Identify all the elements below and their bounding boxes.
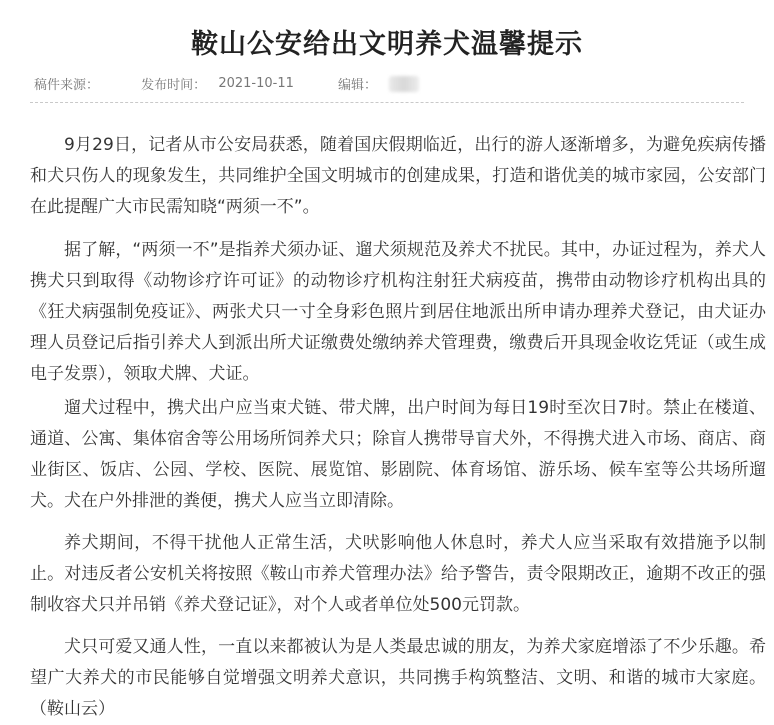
publish-date: 2021-10-11 bbox=[218, 76, 294, 91]
paragraph-3: 遛犬过程中，携犬出户应当束犬链、带犬牌，出户时间为每日19时至次日7时。禁止在楼道、通道、公寓、集体宿舍等公用场所饲养犬只；除盲人携带导盲犬外，不得携犬进入市场、商店、商业街区、饭店、公园、学校、医院、展览馆、影剧院、体育场馆、游乐场、候车室等公共场所遛犬。犬在户外排泄的粪便，携犬人应当立即清除。 bbox=[30, 398, 766, 511]
paragraph-2: 据了解，“两须一不”是指养犬须办证、遛犬须规范及养犬不扰民。其中，办证过程为，养犬人携犬只到取得《动物诊疗许可证》的动物诊疗机构注射狂犬病疫苗，携带由动物诊疗机构出具的《狂犬病强制免疫证》、两张犬只一寸全身彩色照片到居住地派出所申请办理养犬登记，由犬证办理人员登记后指引养犬人到派出所犬证缴费处缴纳养犬管理费，缴费后开具现金收讫凭证（或生成电子发票），领取犬牌、犬证。 bbox=[30, 240, 766, 384]
article-meta bbox=[34, 74, 419, 94]
editor-label: 编辑： bbox=[338, 78, 378, 93]
paragraph-1: 9月29日，记者从市公安局获悉，随着国庆假期临近，出行的游人逐渐增多，为避免疾病传播和犬只伤人的现象发生，共同维护全国文明城市的创建成果，打造和谐优美的城市家园，公安部门在此提醒广大市民需知晓“两须一不”。 bbox=[30, 135, 766, 217]
meta-divider bbox=[30, 102, 744, 103]
paragraph-4: 养犬期间，不得干扰他人正常生活，犬吠影响他人休息时，养犬人应当采取有效措施予以制止。对违反者公安机关将按照《鞍山市养犬管理办法》给予警告，责令限期改正，逾期不改正的强制收容犬只并吊销《养犬登记证》，对个人或者单位处500元罚款。 bbox=[30, 533, 766, 615]
publish-date-label: 发布时间： bbox=[141, 78, 207, 93]
paragraph-5: 犬只可爱又通人性，一直以来都被认为是人类最忠诚的朋友，为养犬家庭增添了不少乐趣。希望广大养犬的市民能够自觉增强文明养犬意识，共同携手构筑整洁、文明、和谐的城市大家庭。（鞍山云） bbox=[30, 637, 766, 719]
source-label: 稿件来源： bbox=[34, 78, 100, 93]
editor-name-redacted bbox=[389, 76, 419, 92]
article-title: 鞍山公安给出文明养犬温馨提示 bbox=[191, 29, 583, 60]
